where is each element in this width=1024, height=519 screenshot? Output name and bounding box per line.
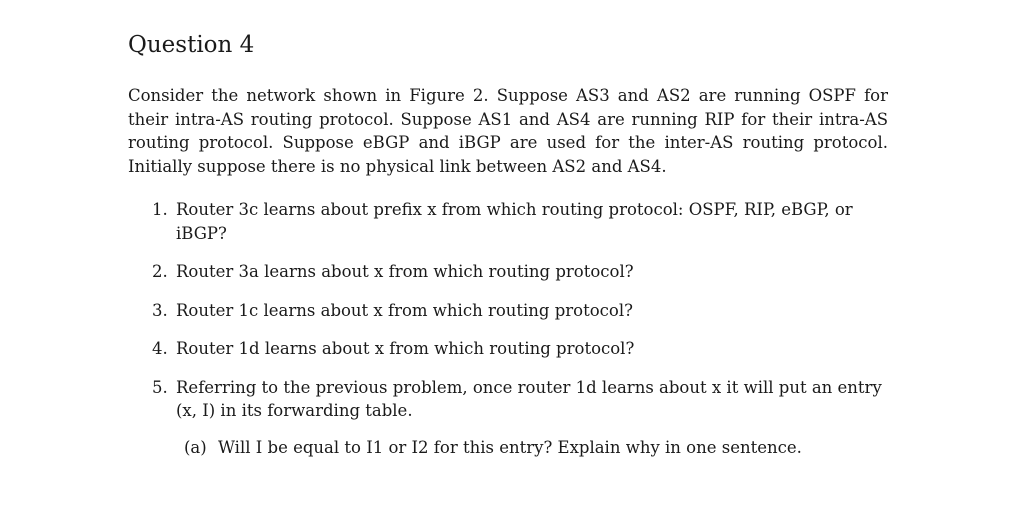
item-text: Router 3a learns about x from which routing protocol? [176, 262, 634, 281]
item-number: 1. [152, 200, 168, 219]
question-list [128, 198, 888, 459]
question-item-5 [128, 376, 888, 460]
question-intro: Consider the network shown in Figure 2. Suppose AS3 and AS2 are running OSPF for their intra-AS routing protocol. Suppose AS1 and AS4 are running RIP for their intra-AS routing protocol. Suppose eBGP and iBGP are used for the inter-AS routing protocol. Initially suppose there is no physical link between AS2 and AS4. [128, 86, 888, 176]
item-text: Router 1c learns about x from which routing protocol? [176, 300, 633, 320]
item-number: 3. [152, 300, 168, 320]
item-text: Referring to the previous problem, once router 1d learns about x it will put an entry (x, I) in its forwarding table. [176, 377, 882, 420]
item-number: 2. [152, 262, 168, 281]
subitem-text: Will I be equal to I1 or I2 for this entry? Explain why in one sentence. [218, 437, 802, 457]
question-item-1 [128, 198, 888, 245]
item-number: 4. [152, 339, 168, 358]
question-subitem-a [128, 436, 888, 460]
subitem-label: (a) [184, 437, 207, 457]
item-text: Router 3c learns about prefix x from which routing protocol: OSPF, RIP, eBGP, or iBGP? [176, 200, 853, 243]
question-item-4 [128, 337, 888, 361]
item-text: Router 1d learns about x from which routing protocol? [176, 339, 635, 358]
question-item-2 [128, 260, 888, 284]
item-number: 5. [152, 377, 168, 397]
question-title: Question 4 [128, 32, 255, 58]
document-page [128, 30, 888, 474]
question-item-3 [128, 299, 888, 323]
